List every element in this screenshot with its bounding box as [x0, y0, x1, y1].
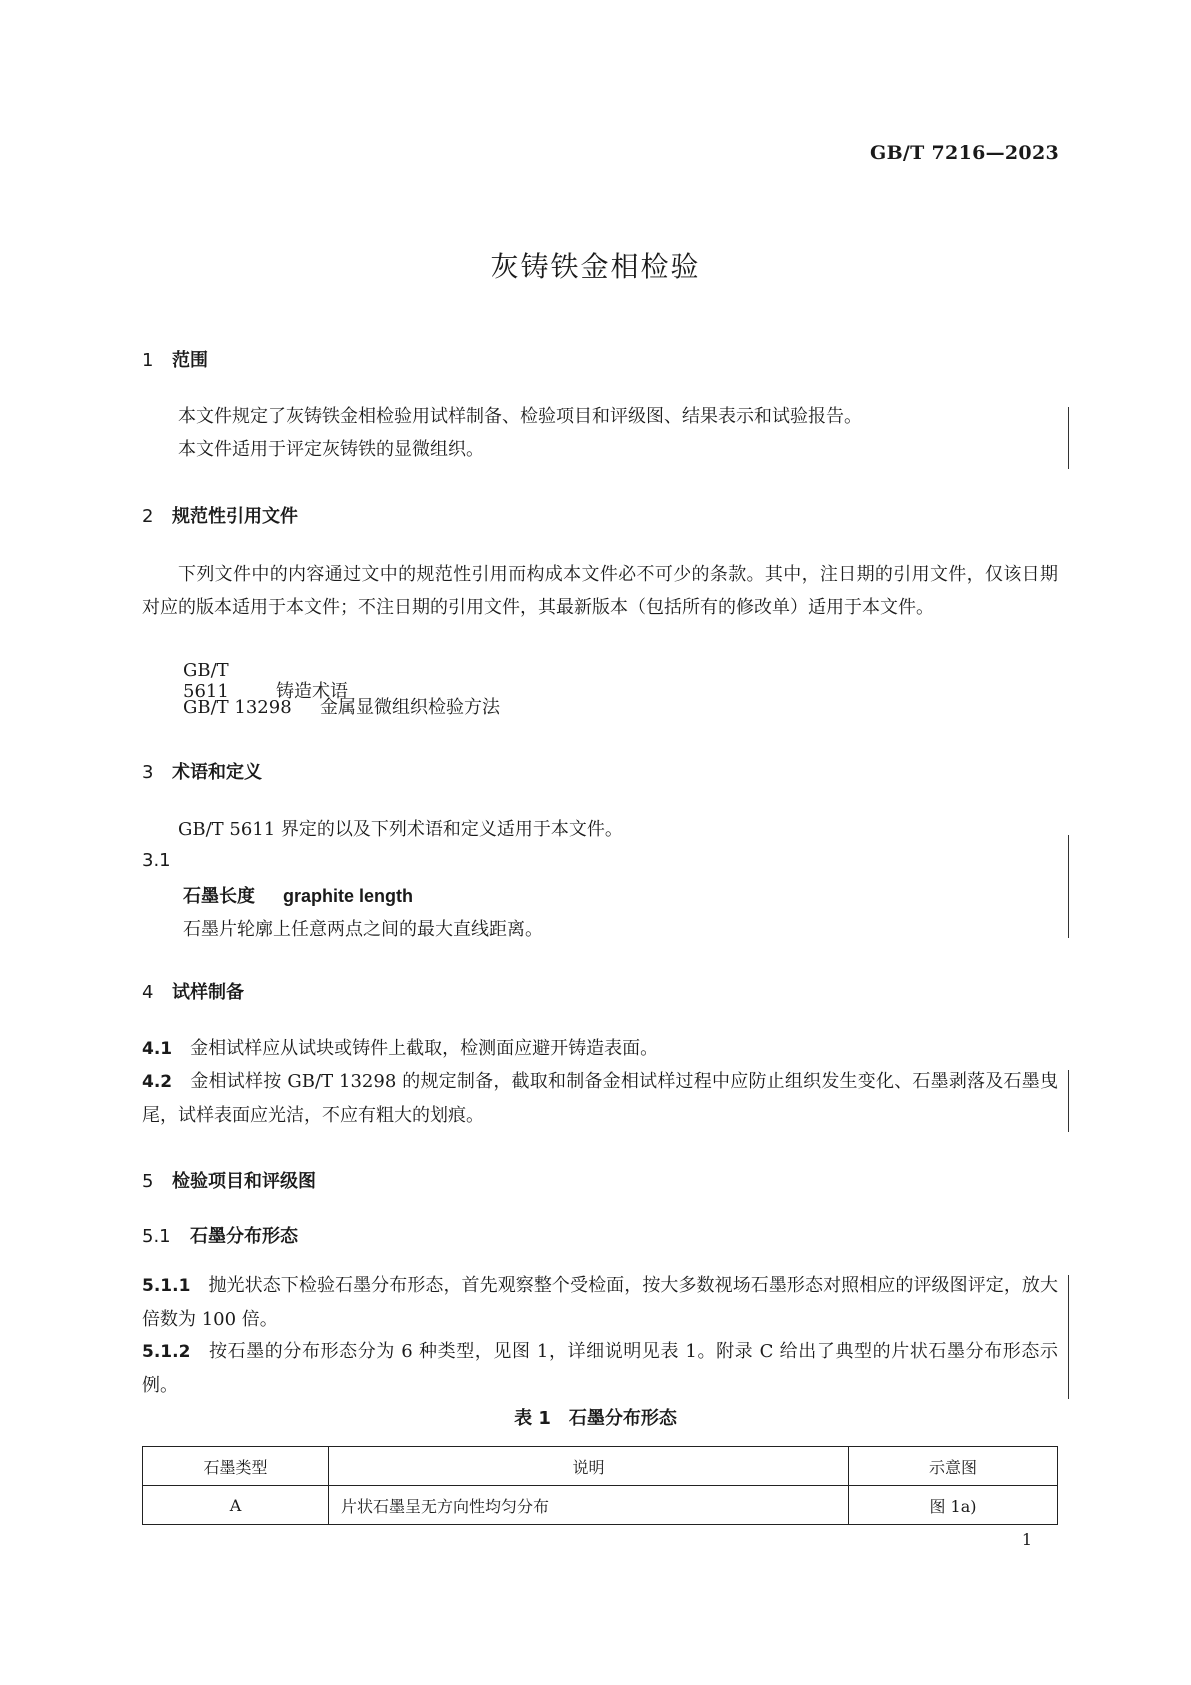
- table-caption: 表 1 石墨分布形态: [514, 1408, 677, 1429]
- change-bar: [1068, 835, 1069, 938]
- change-bar: [1068, 1070, 1069, 1132]
- section-number: 4: [142, 982, 154, 1003]
- section-title: 试样制备: [172, 982, 244, 1003]
- subsection-title: 石墨分布形态: [190, 1226, 298, 1247]
- reference-name: 金属显微组织检验方法: [320, 697, 500, 718]
- section-number: 5: [142, 1171, 154, 1192]
- clause-text: 按石墨的分布形态分为 6 种类型，见图 1，详细说明见表 1。附录 C 给出了典型的片状石墨分布形态示例。: [142, 1341, 1058, 1396]
- term-number: 3.1: [142, 850, 171, 871]
- reference-code: GB/T 5611: [183, 660, 229, 702]
- graphite-distribution-table: [142, 1446, 1058, 1525]
- clause-4-1: [142, 1032, 1058, 1066]
- document-title: 灰铸铁金相检验: [490, 250, 701, 283]
- column-header: 石墨类型: [143, 1447, 329, 1486]
- section-5-heading: [142, 1167, 316, 1193]
- term-entry: [183, 882, 413, 908]
- section-title: 检验项目和评级图: [172, 1171, 316, 1192]
- clause-number: 4.2: [142, 1072, 173, 1092]
- section-title: 范围: [172, 350, 208, 371]
- section-title: 术语和定义: [172, 762, 262, 783]
- section-1-heading: [142, 346, 208, 372]
- clause-4-2: [142, 1065, 1058, 1132]
- clause-text: 金相试样按 GB/T 13298 的规定制备，截取和制备金相试样过程中应防止组织发生变化、石墨剥落及石墨曳尾，试样表面应光洁，不应有粗大的划痕。: [142, 1071, 1058, 1126]
- reference-code: GB/T 13298: [183, 697, 292, 718]
- section-number: 3: [142, 762, 154, 783]
- section-2-heading: [142, 502, 298, 528]
- reference-name: 铸造术语: [276, 681, 348, 702]
- clause-text: 金相试样应从试块或铸件上截取，检测面应避开铸造表面。: [190, 1038, 659, 1059]
- section-number: 1: [142, 350, 154, 371]
- table-cell: A: [143, 1486, 329, 1525]
- term-chinese: 石墨长度: [183, 886, 255, 907]
- normative-reference: [183, 693, 500, 719]
- table-row: [143, 1486, 1058, 1525]
- clause-5-1-1: [142, 1269, 1058, 1336]
- section-title: 规范性引用文件: [172, 506, 298, 527]
- section-3-heading: [142, 758, 262, 784]
- clause-5-1-2: [142, 1335, 1058, 1402]
- clause-number: 5.1.2: [142, 1342, 191, 1362]
- standard-number: GB/T 7216—2023: [870, 142, 1059, 164]
- change-bar: [1068, 1275, 1069, 1399]
- paragraph: 本文件适用于评定灰铸铁的显微组织。: [178, 439, 484, 460]
- column-header: 说明: [329, 1447, 849, 1486]
- clause-number: 4.1: [142, 1039, 173, 1059]
- paragraph: 本文件规定了灰铸铁金相检验用试样制备、检验项目和评级图、结果表示和试验报告。: [178, 406, 862, 427]
- page-number: 1: [1021, 1530, 1032, 1549]
- subsection-5-1-heading: [142, 1222, 298, 1248]
- subsection-number: 5.1: [142, 1226, 171, 1247]
- section-number: 2: [142, 506, 154, 527]
- paragraph: GB/T 5611 界定的以及下列术语和定义适用于本文件。: [178, 819, 623, 840]
- clause-text: 抛光状态下检验石墨分布形态，首先观察整个受检面，按大多数视场石墨形态对照相应的评级图评定，放大倍数为 100 倍。: [142, 1275, 1058, 1330]
- term-english: graphite length: [283, 886, 413, 906]
- section-4-heading: [142, 978, 244, 1004]
- table-header-row: [143, 1447, 1058, 1486]
- term-definition: 石墨片轮廓上任意两点之间的最大直线距离。: [183, 919, 543, 940]
- column-header: 示意图: [849, 1447, 1058, 1486]
- clause-number: 5.1.1: [142, 1276, 191, 1296]
- table-cell: 片状石墨呈无方向性均匀分布: [329, 1486, 849, 1525]
- change-bar: [1068, 407, 1069, 469]
- paragraph: 下列文件中的内容通过文中的规范性引用而构成本文件必不可少的条款。其中，注日期的引用文件，仅该日期对应的版本适用于本文件；不注日期的引用文件，其最新版本（包括所有的修改单）适用于本文件。: [142, 564, 1058, 618]
- table-cell: 图 1a): [849, 1486, 1058, 1525]
